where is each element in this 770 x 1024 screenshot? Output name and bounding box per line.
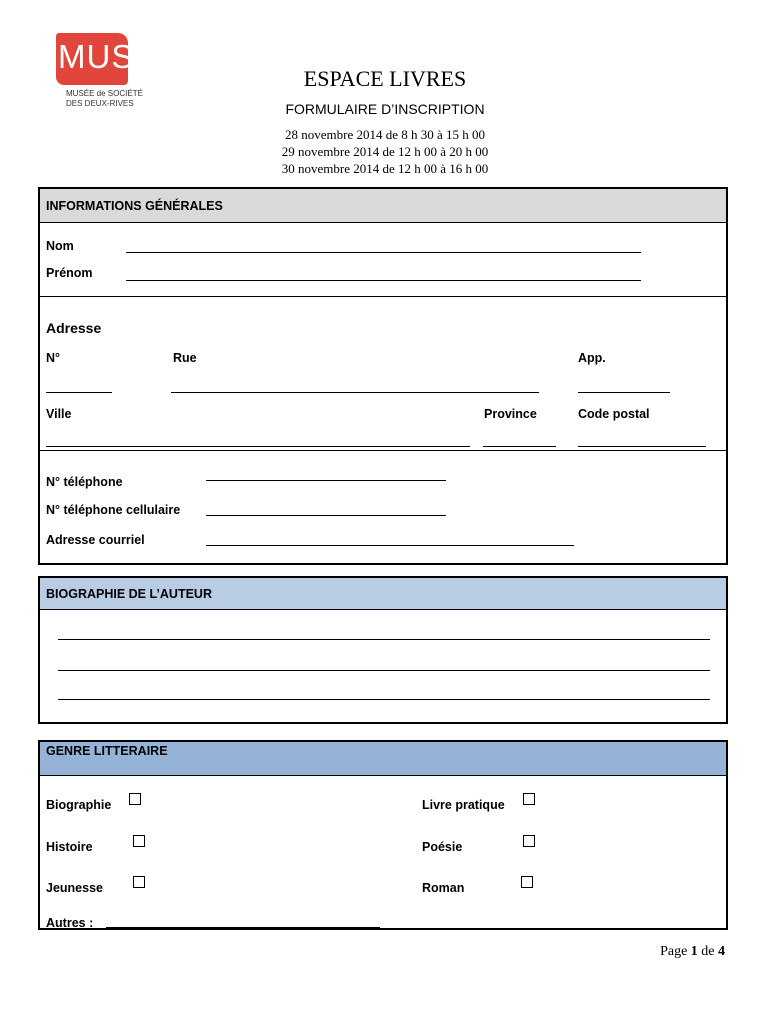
telephone-field[interactable] (206, 480, 446, 481)
general-info-section (38, 187, 728, 565)
code-postal-label: Code postal (578, 407, 650, 421)
form-subtitle: FORMULAIRE D’INSCRIPTION (285, 101, 485, 117)
bio-header (40, 578, 726, 610)
adresse-label: Adresse (46, 320, 102, 336)
general-info-header (40, 189, 726, 223)
poesie-checkbox[interactable] (523, 835, 535, 847)
numero-field[interactable] (46, 392, 112, 393)
genre-title: GENRE LITTERAIRE (46, 744, 168, 758)
bio-line-1[interactable] (58, 639, 710, 640)
nom-field[interactable] (126, 252, 641, 253)
numero-label: N° (46, 351, 61, 365)
courriel-field[interactable] (206, 545, 574, 546)
bio-section (38, 576, 728, 724)
code-postal-field[interactable] (578, 446, 706, 447)
divider-1 (40, 296, 726, 297)
bio-line-2[interactable] (58, 670, 710, 671)
logo-line2: DES DEUX-RIVES (66, 99, 134, 108)
date-line-2: 29 novembre 2014 de 12 h 00 à 20 h 00 (281, 144, 489, 159)
logo-wordmark: MUSO (58, 38, 161, 75)
genre-header (40, 742, 726, 776)
province-field[interactable] (483, 446, 556, 447)
prenom-field[interactable] (126, 280, 641, 281)
jeunesse-label: Jeunesse (46, 881, 103, 895)
page-word: Page (660, 944, 688, 959)
telephone-label: N° téléphone (46, 475, 123, 489)
genre-section (38, 740, 728, 930)
jeunesse-checkbox[interactable] (133, 876, 145, 888)
ville-field[interactable] (46, 446, 470, 447)
histoire-checkbox[interactable] (133, 835, 145, 847)
form-title: ESPACE LIVRES (303, 66, 467, 91)
roman-checkbox[interactable] (521, 876, 533, 888)
rue-label: Rue (173, 351, 197, 365)
app-label: App. (578, 351, 606, 365)
autres-field[interactable] (106, 927, 380, 928)
cellulaire-field[interactable] (206, 515, 446, 516)
date-line-3: 30 novembre 2014 de 12 h 00 à 16 h 00 (281, 161, 489, 176)
page-total: 4 (718, 944, 725, 959)
logo-line1: MUSÉE de SOCIÉTÉ (66, 89, 143, 98)
rue-field[interactable] (171, 392, 539, 393)
page-indicator (660, 944, 725, 960)
bio-title: BIOGRAPHIE DE L’AUTEUR (46, 587, 212, 601)
app-field[interactable] (578, 392, 670, 393)
nom-label: Nom (46, 239, 74, 253)
cellulaire-label: N° téléphone cellulaire (46, 503, 181, 517)
livre-pratique-checkbox[interactable] (523, 793, 535, 805)
histoire-label: Histoire (46, 840, 93, 854)
biographie-label: Biographie (46, 798, 112, 812)
courriel-label: Adresse courriel (46, 533, 145, 547)
bio-line-3[interactable] (58, 699, 710, 700)
ville-label: Ville (46, 407, 72, 421)
of-word: de (701, 944, 715, 959)
divider-2 (40, 450, 726, 451)
prenom-label: Prénom (46, 266, 93, 280)
general-info-title: INFORMATIONS GÉNÉRALES (46, 199, 223, 213)
roman-label: Roman (422, 881, 465, 895)
date-line-1: 28 novembre 2014 de 8 h 30 à 15 h 00 (284, 127, 486, 142)
poesie-label: Poésie (422, 840, 463, 854)
autres-label: Autres : (46, 916, 94, 930)
province-label: Province (484, 407, 537, 421)
biographie-checkbox[interactable] (129, 793, 141, 805)
livre-pratique-label: Livre pratique (422, 798, 505, 812)
page-number: 1 (690, 944, 698, 959)
